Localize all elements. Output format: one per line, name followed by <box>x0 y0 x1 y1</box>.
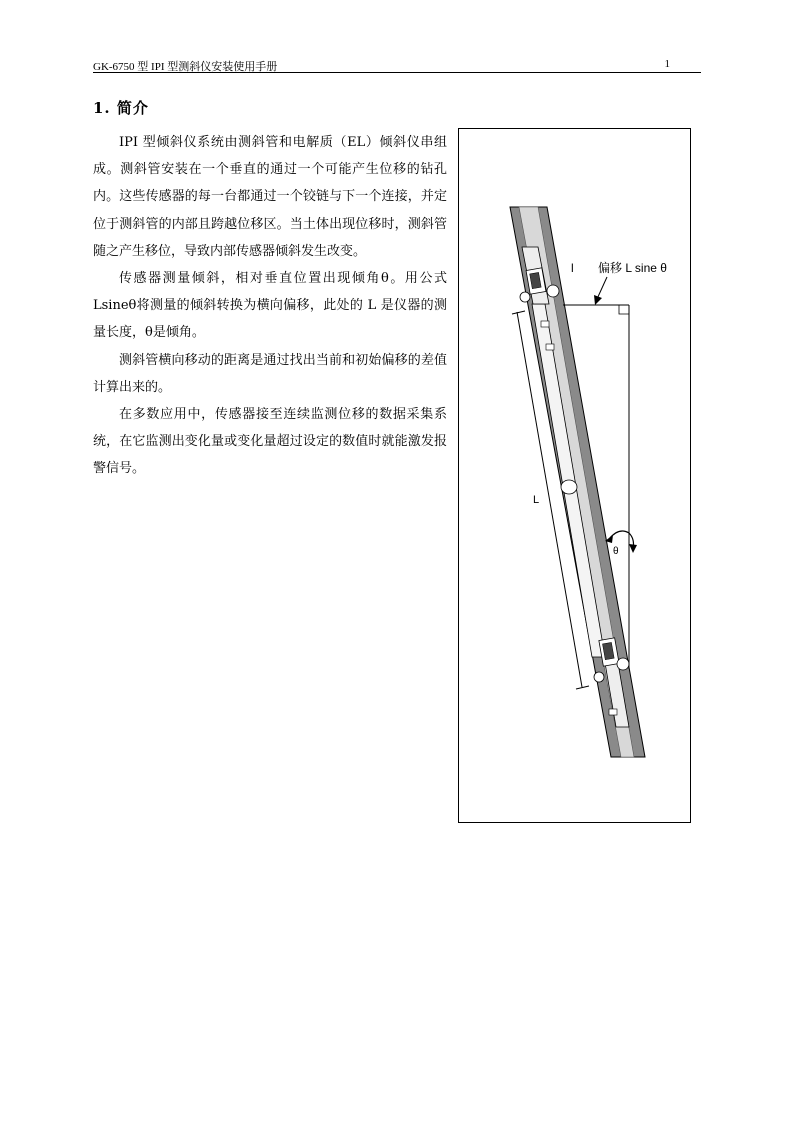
angle-arrowhead <box>629 544 637 553</box>
body-text <box>93 129 447 483</box>
paragraph: 传感器测量倾斜，相对垂直位置出现倾角θ。用公式Lsineθ将测量的倾斜转换为横向偏移，此处的 L 是仪器的测量长度，θ是倾角。 <box>93 271 447 341</box>
offset-arrow <box>597 277 607 299</box>
paragraph: 测斜管横向移动的距离是通过找出当前和初始偏移的差值计算出来的。 <box>93 352 447 395</box>
joint-marker <box>609 709 617 715</box>
paragraph: IPI 型倾斜仪系统由测斜管和电解质（EL）倾斜仪串组成。测斜管安装在一个垂直的通过一个可能产生位移的钻孔内。这些传感器的每一台都通过一个铰链与下一个连接，并定位于测斜管的内部且跨越位移区。当土体出现位移时，测斜管随之产生移位，导致内部传感器倾斜发生改变。 <box>93 135 447 259</box>
inclinometer-diagram <box>459 129 692 824</box>
angle-label: θ <box>613 546 619 557</box>
joint-marker <box>541 321 549 327</box>
paragraph: 在多数应用中，传感器接至连续监测位移的数据采集系统，在它监测出变化量或变化量超过设定的数值时就能激发报警信号。 <box>93 407 447 477</box>
middle-joint <box>561 480 577 494</box>
offset-arrowhead <box>594 295 602 305</box>
lower-wheel <box>617 658 629 670</box>
header-rule <box>93 72 701 73</box>
length-tick-bottom <box>576 686 589 689</box>
page-number: 1 <box>664 58 670 70</box>
document-title: GK-6750 型 IPI 型测斜仪安装使用手册 <box>93 61 278 73</box>
upper-wheel <box>547 285 559 297</box>
joint-marker <box>546 344 554 350</box>
top-marker-label: l <box>571 261 574 275</box>
upper-wheel-left <box>520 292 530 302</box>
section-heading: 1. 简介 <box>93 99 149 117</box>
inclinometer-figure <box>458 128 691 823</box>
length-label: L <box>533 494 540 506</box>
length-tick-top <box>512 311 525 314</box>
page-header <box>93 56 700 72</box>
lower-wheel-left <box>594 672 604 682</box>
right-angle-marker <box>619 305 629 314</box>
offset-label: 偏移 L sine θ <box>598 261 667 275</box>
